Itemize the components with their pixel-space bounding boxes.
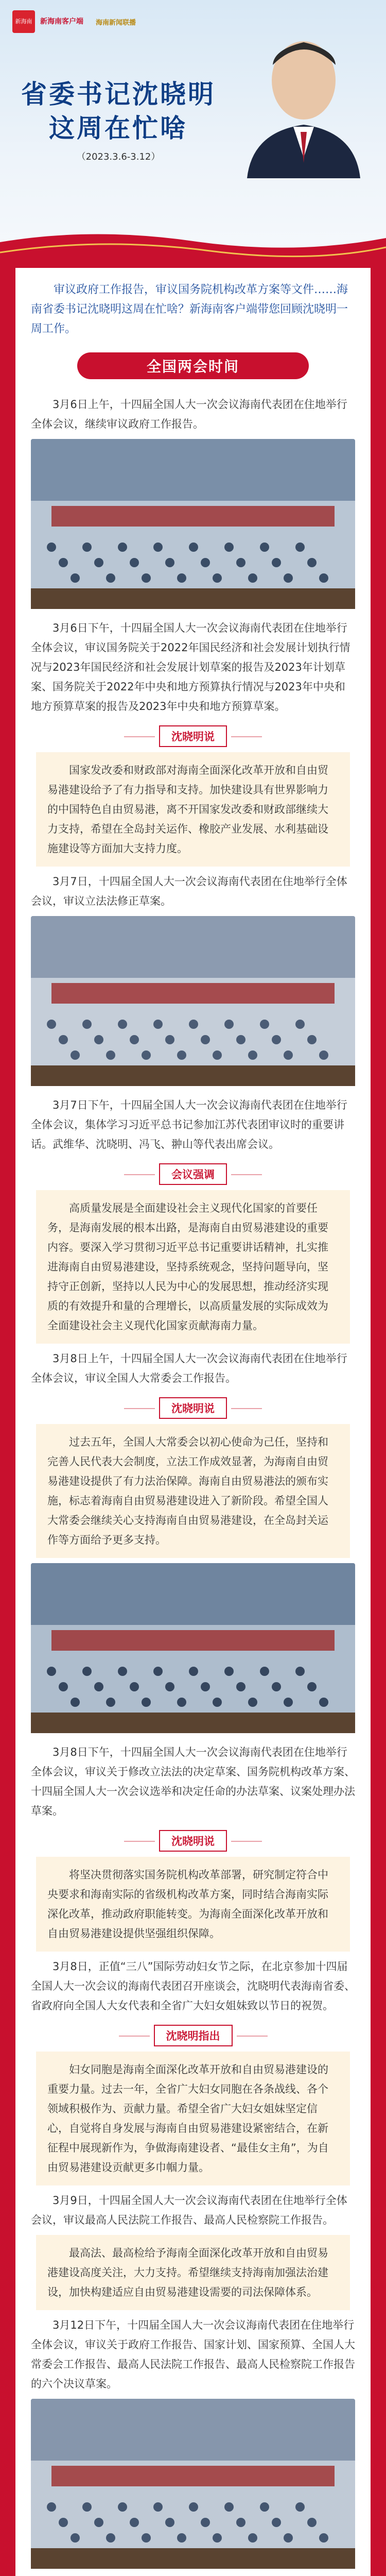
section-tag: [31, 1163, 355, 1185]
decorative-wave: [0, 227, 386, 268]
paragraph: 3月8日，正值“三八”国际劳动妇女节之际，在北京参加十四届全国人大一次会议的海南代表团召开座谈会，沈晓明代表海南省委、省政府向全国人大女代表和全省广大妇女姐妹致以节日的祝贺。: [31, 1960, 355, 2012]
app-logo-icon: 新海南: [12, 10, 35, 33]
meeting-photo: [31, 2399, 355, 2571]
channel-name: 海南新闻联播: [96, 19, 136, 27]
section-tag-label: 沈晓明指出: [154, 2025, 233, 2046]
paragraph: 3月6日下午，十四届全国人大一次会议海南代表团在住地举行全体会议，审议国务院关于2022年国民经济和社会发展计划执行情况与2023年国民经济和社会发展计划草案的报告及2023年计划草案、国务院关于2022年中央和地方预算执行情况与2023年中央和地方预算草案的报告及2023年中央和地方预算草案。: [31, 622, 350, 713]
paragraph: 3月9日，十四届全国人大一次会议海南代表团在住地举行全体会议，审议最高人民法院工作报告、最高人民检察院工作报告。: [31, 2194, 347, 2226]
paragraph: 3月12日下午，十四届全国人大一次会议海南代表团在住地举行全体会议，审议关于政府工作报告、国家计划、国家预算、全国人大常委会工作报告、最高人民法院工作报告、最高人民检察院工作报告的六个决议草案。: [31, 2319, 355, 2390]
paragraph: 3月8日上午，十四届全国人大一次会议海南代表团在住地举行全体会议，审议全国人大常委会工作报告。: [31, 1352, 347, 1384]
meeting-photo: [31, 439, 355, 611]
quote-box: 最高法、最高检给予海南全面深化改革开放和自由贸易港建设高度关注，大力支持。希望继续支持海南加强法治建设，加快构建适应自由贸易港建设需要的司法保障体系。: [36, 2235, 350, 2310]
section-banner-label: 全国两会时间: [146, 358, 239, 375]
quote-box: 妇女同胞是海南全面深化改革开放和自由贸易港建设的重要力量。过去一年，全省广大妇女同胞在各条战线、各个领域积极作为、贡献力量。希望全省广大妇女姐妹坚定信心，自觉将自身发展与海南自由贸易港建设紧密结合，在新征程中展现新作为，争做海南建设者、“最佳女主角”，为自由贸易港建设贡献更多巾帼力量。: [36, 2052, 350, 2185]
section-tag-label: 沈晓明说: [159, 1397, 227, 1419]
quote-box: 将坚决贯彻落实国务院机构改革部署，研究制定符合中央要求和海南实际的省级机构改革方案，同时结合海南实际深化改革，推动政府职能转变。为海南全面深化改革开放和自由贸易港建设提供坚强组织保障。: [36, 1857, 350, 1952]
quote-box: 过去五年，全国人大常委会以初心使命为己任，坚持和完善人民代表大会制度，立法工作成效显著，为海南自由贸易港建设提供了有力法治保障。海南自由贸易港法的颁布实施，标志着海南自由贸易港建设进入了新阶段。希望全国人大常委会继续关心支持海南自由贸易港建设，在全岛封关运作等方面给予更多支持。: [36, 1424, 350, 1558]
title-line-1: 省委书记沈晓明: [21, 79, 216, 109]
section-tag: [31, 1397, 355, 1419]
title-line-2: 这周在忙啥: [49, 113, 188, 143]
section-tag: [31, 1830, 355, 1852]
paragraph: 3月7日下午，十四届全国人大一次会议海南代表团在住地举行全体会议，集体学习习近平总书记参加江苏代表团审议时的重要讲话。武维华、沈晓明、冯飞、翀山等代表出席会议。: [31, 1099, 347, 1150]
paragraph: 3月8日下午，十四届全国人大一次会议海南代表团在住地举行全体会议，审议关于修改立法法的决定草案、国务院机构改革方案、十四届全国人大一次会议选举和决定任命的办法草案、议案处理办法草案。: [31, 1746, 355, 1817]
meeting-photo: [31, 916, 355, 1088]
paragraph: 3月6日上午，十四届全国人大一次会议海南代表团在住地举行全体会议，继续审议政府工作报告。: [31, 398, 347, 430]
section-banner: [15, 349, 371, 382]
hero-header: [0, 0, 386, 268]
section-tag-label: 会议强调: [159, 1163, 227, 1185]
portrait-image: [237, 24, 371, 178]
hero-title: [0, 77, 237, 163]
date-range: （2023.3.6-3.12）: [76, 151, 161, 162]
meeting-photo: [31, 1563, 355, 1735]
paragraph: 3月7日，十四届全国人大一次会议海南代表团在住地举行全体会议，审议立法法修正草案。: [31, 875, 347, 907]
section-tag-label: 沈晓明说: [159, 725, 227, 747]
app-name: 新海南客户端: [40, 17, 83, 26]
section-tag-label: 沈晓明说: [159, 1830, 227, 1852]
article-body: [15, 382, 371, 2576]
section-tag: [31, 2025, 355, 2046]
content-card: [15, 268, 371, 2576]
brand-logo: [12, 10, 136, 33]
quote-box: 国家发改委和财政部对海南全面深化改革开放和自由贸易港建设给予了有力指导和支持。加快建设具有世界影响力的中国特色自由贸易港，离不开国家发改委和财政部继续大力支持，希望在全岛封关运作、橡胶产业发展、水利基础设施建设等方面加大支持力度。: [36, 752, 350, 867]
intro-text: 审议政府工作报告，审议国务院机构改革方案等文件……海南省委书记沈晓明这周在忙啥？新海南客户端带您回顾沈晓明一周工作。: [31, 283, 348, 335]
section-tag: [31, 725, 355, 747]
quote-box: 高质量发展是全面建设社会主义现代化国家的首要任务，是海南发展的根本出路，是海南自由贸易港建设的重要内容。要深入学习贯彻习近平总书记重要讲话精神，扎实推进海南自由贸易港建设，坚持系统观念，坚持问题导向，坚持守正创新，坚持以人民为中心的发展思想，推动经济实现质的有效提升和量的合理增长，以高质量发展的实际成效为全面建设社会主义现代化国家贡献海南力量。: [36, 1190, 350, 1344]
